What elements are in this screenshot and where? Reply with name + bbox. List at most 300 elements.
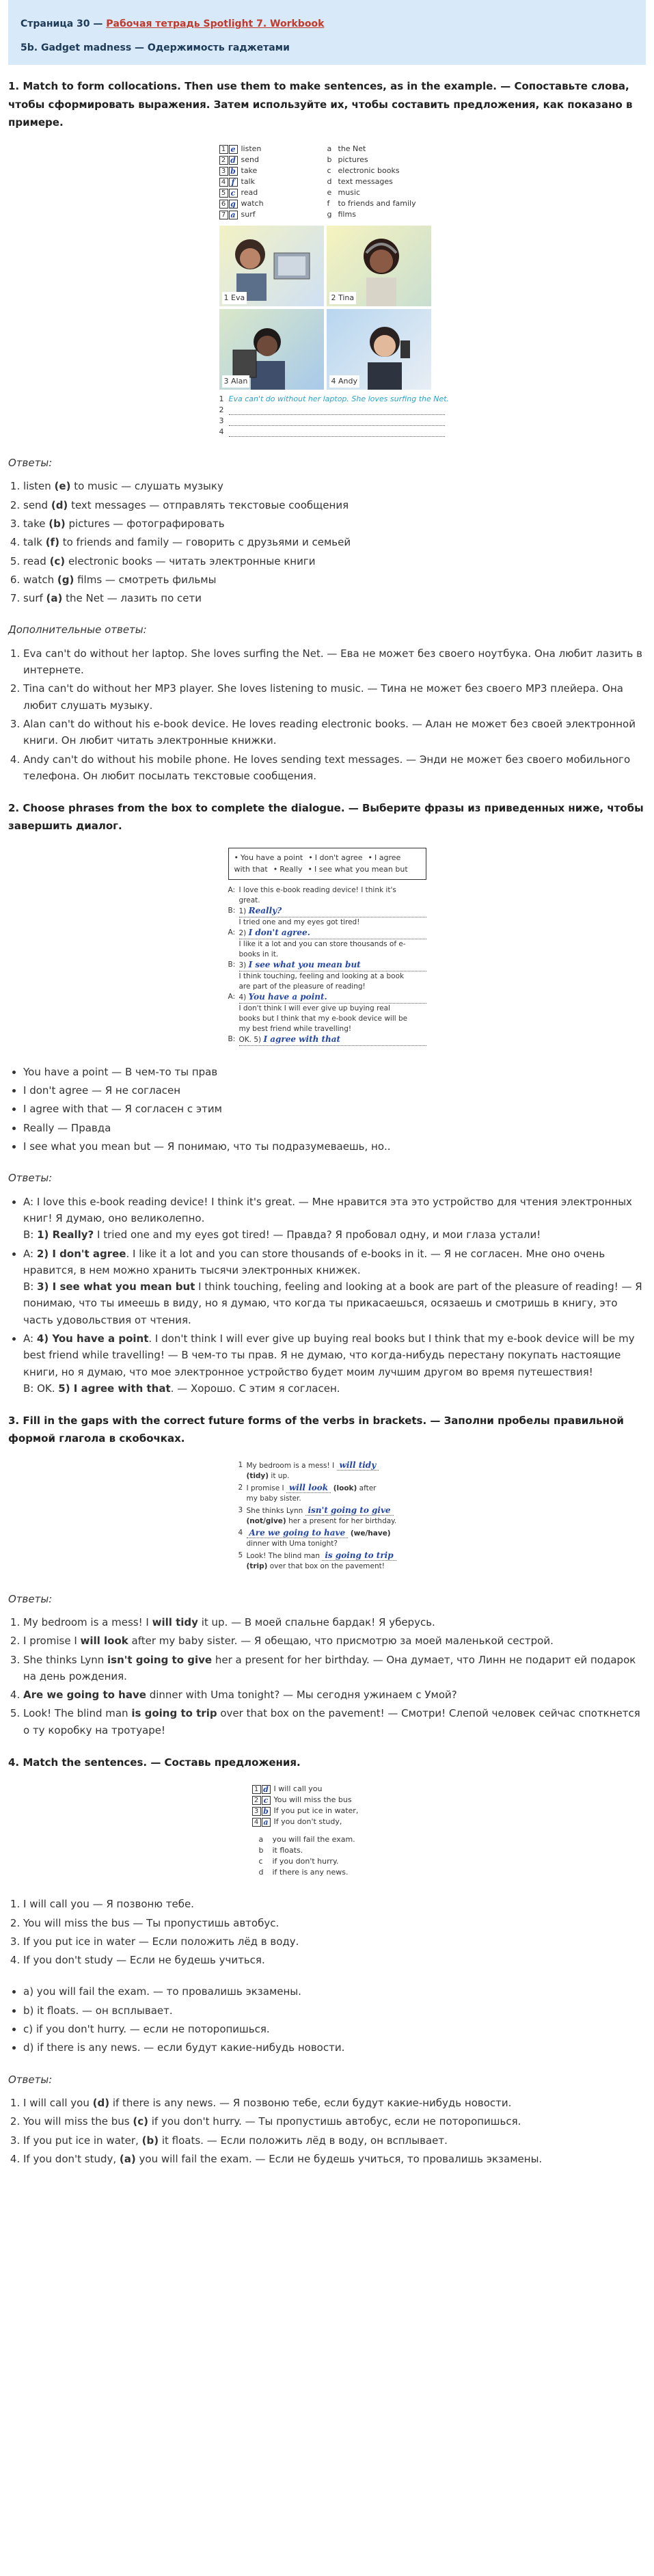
collocation-answer [23, 478, 646, 494]
match-sentence: it floats. [272, 1846, 303, 1855]
phrase-translation: • I agree with that — Я согласен с этим [23, 1101, 646, 1117]
printed-text: it up. [269, 1471, 290, 1480]
answer-letter-box: c [262, 1796, 271, 1805]
answer-text: watch [23, 573, 57, 586]
section-title: 5b. Gadget madness — Одержимость гаджетами [21, 42, 290, 53]
extra-answer: 3. Alan can't do without his e-book device. He loves reading electronic books. — Алан не может без своей электронной книги. Он любит читать электронные книжки. [23, 716, 646, 749]
speaker: A: [228, 885, 236, 894]
ex1-left-column [219, 144, 322, 220]
b-pre: B: [23, 1280, 38, 1293]
line-text [239, 928, 426, 939]
gap-item [239, 1460, 416, 1481]
verb-hint: (not/give) [246, 1516, 286, 1525]
box-phrase: I don't agree [314, 853, 363, 862]
extra-answer: 2. Tina can't do without her MP3 player. She loves listening to music. — Тина не может без своего MP3 плейера. Она любит слушать музыку. [23, 680, 646, 714]
ex4-right-column [252, 1834, 403, 1878]
blank-line [219, 426, 450, 437]
option-letter: d [327, 177, 332, 187]
item-number: 5 [238, 1551, 243, 1559]
dialogue-line [228, 939, 426, 950]
item-number-box: 2 [219, 156, 228, 165]
b-key: 3) I see what you mean but [37, 1280, 195, 1293]
item-number-box: 4 [219, 178, 228, 187]
answer-letter-box: a [262, 1818, 271, 1827]
dialogue-line [228, 992, 426, 1004]
answer-key: (c) [49, 554, 66, 567]
answer-text: surf [23, 592, 46, 605]
b-post: I think touching, feeling and looking at a book are part of the pleasure of reading! — Я понимаю, что ты имеешь в виду, но я думаю, что когда ты прикасаешься, осязаешь и смотришь в книгу, это часть удовольствия от чтения. [23, 1280, 642, 1326]
ex1-example: 1 Eva can't do without her laptop. She loves surfing the Net. [219, 394, 450, 404]
ex1-example-text: Eva can't do without her laptop. She loves surfing the Net. [228, 394, 450, 404]
handwritten-answer: is going to trip [322, 1551, 396, 1561]
answer-text: If you don't study, [23, 2152, 120, 2165]
ex4-list-1 [8, 1896, 646, 1968]
match-sentence: I will call you [273, 1784, 323, 1794]
dialogue-answer [23, 1194, 646, 1244]
match-row [252, 1856, 403, 1867]
verb-hint: (tidy) [246, 1471, 269, 1480]
printed-text: I don't think I will ever give up buying real [239, 1004, 390, 1012]
printed-text: my baby sister. [246, 1494, 301, 1503]
option-letter: c [327, 166, 331, 176]
match-row [252, 1834, 403, 1845]
answer-text: take [23, 517, 49, 530]
ex1-extra-label: Дополнительные ответы: [8, 623, 147, 636]
match-word: take [241, 166, 258, 176]
answer-translation: if you don't hurry. — Ты пропустишь автобус, если не поторопишься. [148, 2115, 521, 2128]
option-letter: e [327, 188, 332, 198]
dialogue-line [228, 1004, 426, 1014]
answer-key: (d) [92, 2096, 110, 2109]
answer-key: (b) [49, 517, 66, 530]
line-text [239, 971, 426, 982]
item-number-box: 1 [219, 145, 228, 154]
line-text [239, 982, 426, 992]
dialogue-line [228, 885, 426, 896]
match-word: electronic books [338, 166, 400, 176]
line-text [239, 885, 426, 896]
handwritten-answer: will tidy [337, 1460, 379, 1471]
match-row [252, 1845, 403, 1856]
photo-alan [219, 309, 324, 390]
answer-letter-box: f [229, 178, 238, 187]
match-word: surf [241, 210, 256, 219]
match-row [219, 155, 322, 165]
ex2-answers-list [8, 1194, 646, 1397]
match-word: films [338, 210, 356, 219]
b-key: 1) Really? [37, 1229, 94, 1242]
speaker [228, 939, 239, 950]
dialogue-line [228, 960, 426, 971]
answer-key: (b) [141, 2134, 159, 2147]
line-text [239, 917, 426, 928]
dialogue-line [228, 1024, 426, 1034]
sentence-end: • a) you will fail the exam. — то провалишь экзамены. [23, 1983, 646, 2000]
match-word: read [241, 188, 258, 198]
answer-text: Look! The blind man [23, 1707, 132, 1720]
collocation-answer [23, 553, 646, 569]
match-word: to friends and family [338, 199, 416, 209]
printed-text: I like it a lot and you can store thousands of e- [239, 939, 406, 948]
option-letter: a [258, 1835, 264, 1844]
phrase-translation: • I don't agree — Я не согласен [23, 1082, 646, 1099]
name-eva: 1 Eva [222, 292, 247, 304]
breadcrumb [21, 16, 633, 32]
line-text [239, 906, 426, 917]
answer-text: read [23, 554, 50, 567]
b-key: 5) I agree with that [58, 1382, 171, 1395]
answer-letter-box: b [229, 167, 238, 176]
answer-key: (d) [51, 498, 68, 511]
match-row [252, 1784, 403, 1795]
verb-hint: (we/have) [348, 1529, 391, 1538]
answer-translation: films — смотреть фильмы [74, 573, 217, 586]
printed-text: books but I think that my e-book device will be [239, 1014, 408, 1023]
blank-line [219, 415, 450, 426]
item-number-box: 3 [252, 1807, 261, 1816]
answer-letter-box: c [229, 189, 238, 198]
sentence-start: 3. If you put ice in water — Если положить лёд в воду. [23, 1933, 646, 1950]
gap-text [247, 1460, 379, 1481]
a-pre: A: [23, 1332, 37, 1345]
printed-text: are part of the pleasure of reading! [239, 982, 366, 991]
gap-line-1 [247, 1551, 396, 1561]
dialogue-line [228, 906, 426, 917]
printed-text: I think touching, feeling and looking at a book [239, 971, 405, 980]
printed-text: over that box on the pavement! [267, 1561, 385, 1570]
match-row [219, 187, 322, 198]
printed-text: My bedroom is a mess! I [246, 1461, 337, 1470]
b-post: . — Хорошо. С этим я согласен. [170, 1382, 340, 1395]
gap-text [247, 1505, 397, 1527]
option-letter: a [327, 144, 332, 154]
option-letter: d [258, 1868, 264, 1877]
answer-translation: over that box on the pavement! — Смотри! Слепой человек сейчас споткнется о ту коробку на тротуаре! [23, 1707, 640, 1736]
gap-line-1 [247, 1528, 391, 1539]
ex4-answers-list [8, 2095, 646, 2167]
matched-sentence-answer [23, 2113, 646, 2130]
handwritten-answer: I see what you mean but [248, 959, 361, 969]
sentence-start: 4. If you don't study — Если не будешь учиться. [23, 1952, 646, 1968]
gap-line-2 [247, 1516, 397, 1527]
dialogue-line [228, 928, 426, 939]
match-sentence: If you put ice in water, [273, 1806, 359, 1816]
sentence-end: • c) if you don't hurry. — если не поторопишься. [23, 2021, 646, 2037]
line-number: 4 [219, 427, 224, 437]
verb-hint: (trip) [246, 1561, 268, 1570]
line-text [239, 950, 426, 960]
phrase-translation: • Really — Правда [23, 1120, 646, 1136]
printed-text: her a present for her birthday. [286, 1516, 397, 1525]
future-form-answer [23, 1687, 646, 1703]
printed-text: books in it. [239, 950, 279, 958]
line-number: 3 [219, 416, 224, 426]
ex2-box-row-1 [234, 852, 420, 864]
b-post: I tried one and my eyes got tired! — Правда? Я пробовал одну, и мои глаза устали! [94, 1229, 541, 1242]
line-text [239, 1004, 426, 1014]
item-number-box: 4 [252, 1818, 261, 1827]
sentence-start: 2. You will miss the bus — Ты пропустишь автобус. [23, 1915, 646, 1931]
phrase-translation: • I see what you mean but — Я понимаю, что ты подразумеваешь, но.. [23, 1138, 646, 1155]
answer-letter-box: d [229, 156, 238, 165]
speaker [228, 1024, 239, 1034]
handwritten-answer: You have a point. [248, 991, 327, 1002]
matched-sentence-answer [23, 2095, 646, 2111]
name-alan: 3 Alan [222, 375, 250, 388]
ex1-answers-list [8, 478, 646, 606]
ex4-left-column [252, 1784, 403, 1827]
answer-text: talk [23, 536, 46, 549]
item-number-box: 5 [219, 189, 228, 198]
printed-text: dinner with Uma tonight? [246, 1539, 338, 1548]
ex3-answers-label: Ответы: [8, 1592, 53, 1605]
item-number: 2 [238, 1483, 243, 1492]
item-number-box: 6 [219, 200, 228, 209]
ex4-answers-label: Ответы: [8, 2073, 53, 2086]
extra-answer: 1. Eva can't do without her laptop. She loves surfing the Net. — Ева не может без своего ноутбука. Она любит лазить в интернете. [23, 645, 646, 679]
box-phrase: I see what you mean but [314, 865, 408, 874]
ex3-image [8, 1460, 646, 1573]
answer-text: If you put ice in water, [23, 2134, 142, 2147]
answer-text: send [23, 498, 51, 511]
answer-translation: after my baby sister. — Я обещаю, что присмотрю за моей маленькой сестрой. [128, 1635, 554, 1648]
gap-text [247, 1528, 391, 1549]
speaker [228, 917, 239, 928]
line-text [239, 992, 426, 1004]
handwritten-answer: will look [286, 1483, 331, 1493]
answer-text: I promise I [23, 1635, 81, 1648]
answer-text: My bedroom is a mess! I [23, 1615, 152, 1628]
gap-line-2 [247, 1471, 379, 1481]
answer-text: She thinks Lynn [23, 1653, 107, 1666]
blank-line [219, 404, 450, 415]
ex1-right-column [327, 144, 444, 220]
gap-line-2 [247, 1561, 396, 1572]
box-phrase: You have a point [241, 853, 303, 862]
dialogue-answer [23, 1330, 646, 1397]
gap-line-1 [247, 1483, 377, 1494]
collocation-answer [23, 534, 646, 550]
ex2-answers-label: Ответы: [8, 1172, 53, 1185]
line-text [239, 1034, 426, 1046]
answer-translation: the Net — лазить по сети [62, 592, 202, 605]
match-sentence: you will fail the exam. [272, 1835, 355, 1844]
printed-text: I tried one and my eyes got tired! [239, 917, 360, 926]
item-number: 1 [238, 1460, 243, 1469]
match-word: send [241, 155, 259, 165]
line-text [239, 1014, 426, 1024]
ex4-list-2 [8, 1983, 646, 2056]
ex1-blank-lines [219, 404, 450, 437]
verb-hint: (look) [331, 1484, 357, 1492]
printed-text: She thinks Lynn [246, 1506, 305, 1515]
printed-text: 3) [239, 961, 249, 969]
a-key: 2) I don't agree [36, 1247, 126, 1260]
answer-translation: it up. — В моей спальне бардак! Я уберусь. [197, 1615, 435, 1628]
ex2-box-row-2 [234, 863, 420, 876]
printed-text: I love this e-book reading device! I think it's [239, 885, 396, 894]
printed-text: Look! The blind man [246, 1551, 323, 1560]
handwritten-answer: Really? [248, 905, 282, 915]
a-post: . I like it a lot and you can store thousands of e-books in it. — Я не согласен. Мне оно очень нравится, в нем можно хранить тысячи электронных книжек. [23, 1247, 605, 1276]
ex1-workbook-scan [204, 144, 450, 437]
photo-eva [219, 226, 324, 306]
handwritten-answer: I agree with that [263, 1034, 341, 1044]
printed-text: after [357, 1484, 377, 1492]
answer-letter-box: d [262, 1785, 271, 1794]
match-sentence: You will miss the bus [273, 1795, 352, 1805]
match-row [252, 1816, 403, 1827]
name-andy: 4 Andy [329, 375, 359, 388]
ex1-match-table [219, 144, 450, 220]
match-sentence: If you don't study, [273, 1817, 342, 1827]
answer-text: listen [23, 480, 55, 493]
answer-text: I will call you [23, 2096, 93, 2109]
dotted-line [229, 408, 445, 415]
future-form-answer [23, 1705, 646, 1739]
gap-line-2 [247, 1539, 391, 1549]
ex2-workbook-scan [228, 848, 426, 1046]
option-letter: c [258, 1857, 263, 1866]
speaker: B: [228, 960, 236, 969]
answer-key: will tidy [152, 1615, 198, 1628]
dialogue-line [228, 1034, 426, 1046]
match-word: the Net [338, 144, 366, 154]
gap-line-1 [247, 1505, 397, 1516]
line-text [239, 896, 426, 906]
dialogue-line [228, 1014, 426, 1024]
printed-text: 4) [239, 993, 249, 1002]
answer-letter-box: g [229, 200, 238, 209]
match-row [252, 1867, 403, 1878]
match-row [219, 144, 322, 155]
ex1-sentences [219, 394, 450, 437]
answer-key: is going to trip [131, 1707, 217, 1720]
answer-key: (f) [45, 536, 59, 549]
dotted-line [229, 430, 445, 437]
printed-text: great. [239, 896, 260, 904]
sentence-start: 1. I will call you — Я позвоню тебе. [23, 1896, 646, 1912]
a-key: 4) You have a point [36, 1332, 149, 1345]
dialogue-line [228, 896, 426, 906]
matched-sentence-answer [23, 2151, 646, 2167]
answer-translation: to friends and family — говорить с друзьями и семьей [59, 536, 351, 549]
gap-item [239, 1551, 416, 1572]
speaker: B: [228, 1034, 236, 1043]
match-word: pictures [338, 155, 368, 165]
ex3-workbook-scan [239, 1460, 416, 1573]
line-number: 2 [219, 405, 224, 415]
photo-tina [327, 226, 431, 306]
speaker [228, 950, 239, 960]
ex2-dialogue [228, 885, 426, 1046]
ex2-phrase-list [8, 1064, 646, 1155]
future-form-answer [23, 1633, 646, 1649]
dialogue-line [228, 950, 426, 960]
dotted-line [229, 419, 445, 426]
printed-text: 1) [239, 907, 249, 915]
box-bullet: • [273, 865, 278, 874]
collocation-answer [23, 590, 646, 606]
ex4-task: 4. Match the sentences. — Составь предложения. [8, 1756, 301, 1769]
dialogue-line [228, 917, 426, 928]
item-number-box: 7 [219, 211, 228, 219]
answer-translation: text messages — отправлять текстовые сообщения [68, 498, 349, 511]
option-letter: b [258, 1846, 264, 1855]
page-header [8, 0, 646, 65]
match-word: talk [241, 177, 255, 187]
dialogue-answer [23, 1246, 646, 1328]
item-number-box: 3 [219, 167, 228, 176]
option-letter: b [327, 155, 332, 165]
answer-translation: to music — слушать музыку [70, 480, 223, 493]
printed-text: I promise I [246, 1484, 286, 1492]
answer-translation: if there is any news. — Я позвоню тебе, если будут какие-нибудь новости. [109, 2096, 512, 2109]
speaker [228, 982, 239, 992]
item-number-box: 2 [252, 1796, 261, 1805]
match-row [327, 176, 444, 187]
match-row [327, 165, 444, 176]
match-row [327, 155, 444, 165]
speaker [228, 1014, 239, 1024]
collocation-answer [23, 497, 646, 513]
ex4-image [8, 1784, 646, 1878]
match-row [219, 165, 322, 176]
answer-translation: pictures — фотографировать [65, 517, 225, 530]
ex1-answers-label: Ответы: [8, 457, 53, 470]
ex1-image [8, 144, 646, 437]
answer-key: Are we going to have [23, 1689, 146, 1702]
match-sentence: if there is any news. [272, 1868, 349, 1877]
match-row [219, 198, 322, 209]
match-row [327, 209, 444, 220]
gap-text [247, 1551, 396, 1572]
answer-key: (a) [46, 592, 63, 605]
page-number: Страница 30 — [21, 18, 107, 29]
collocation-answer [23, 515, 646, 532]
answer-translation: dinner with Uma tonight? — Мы сегодня ужинаем с Умой? [146, 1689, 457, 1702]
ex1-task: 1. Match to form collocations. Then use them to make sentences, as in the example. — Сопоставьте слова, чтобы сформировать выражения. Затем используйте их, чтобы составить предложения, как показано в примере. [8, 80, 633, 129]
a-pre: A: [23, 1247, 37, 1260]
b-pre: B: OK. [23, 1382, 59, 1395]
speaker: B: [228, 906, 236, 915]
ex2-phrase-box [228, 848, 426, 880]
printed-text: OK. 5) [239, 1035, 264, 1044]
dialogue-line [228, 982, 426, 992]
collocation-answer [23, 572, 646, 588]
match-row [327, 198, 444, 209]
gap-item [239, 1528, 416, 1549]
match-word: text messages [338, 177, 393, 187]
b-pre: B: [23, 1229, 38, 1242]
match-word: listen [241, 144, 262, 154]
answer-letter-box: b [262, 1807, 271, 1816]
workbook-link[interactable]: Рабочая тетрадь Spotlight 7. Workbook [106, 18, 325, 29]
box-bullet: • [308, 865, 312, 874]
a-pre: A: I love this e-book reading device! I think it's great. — Мне нравится эта это устройство для чтения электронных книг! Я думаю, оно великолепно. [23, 1195, 632, 1224]
speaker: A: [228, 928, 236, 937]
handwritten-answer: I don't agree. [248, 927, 310, 937]
gap-item [239, 1483, 416, 1504]
box-phrase: with that [234, 865, 268, 874]
speaker: A: [228, 992, 236, 1001]
printed-text: 2) [239, 928, 249, 937]
matched-sentence-answer [23, 2132, 646, 2149]
line-text [239, 939, 426, 950]
gap-text [247, 1483, 377, 1504]
ex1-photo-grid [219, 226, 431, 390]
handwritten-answer: Are we going to have [247, 1528, 349, 1538]
